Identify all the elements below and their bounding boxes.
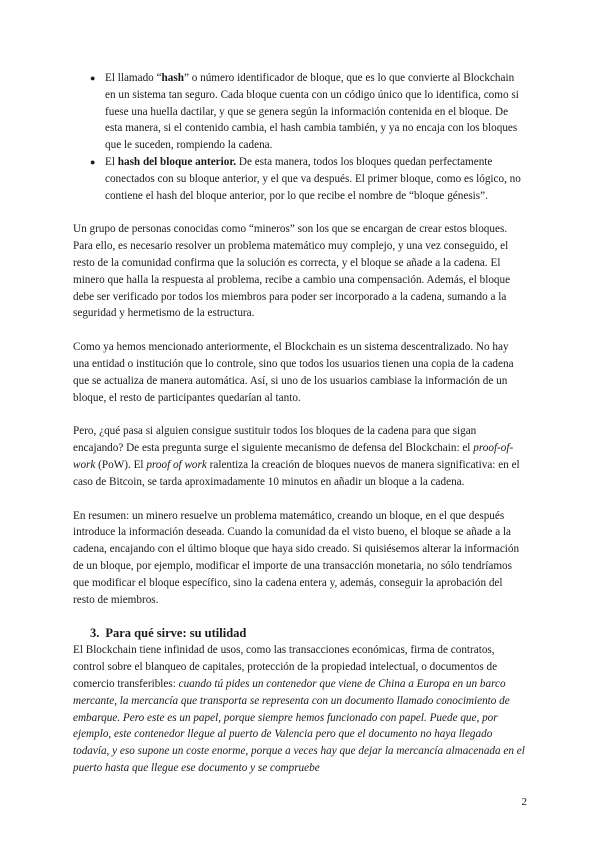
paragraph-proof-of-work	[73, 423, 525, 490]
pow-text-3: ralentiza la creación de bloques nuevos de manera significativa: en el caso de Bitcoin, se tarda aproximadamente 10 minutos en añadir un bloque a la cadena.	[73, 458, 520, 488]
page-content	[73, 70, 525, 777]
uses-text: El Blockchain tiene infinidad de usos, como las transacciones económicas, firma de contratos, control sobre el blanqueo de capitales, protección de la propiedad intelectual, o documentos de comercio transferibles:	[73, 644, 498, 690]
bullet-text-pre: El	[105, 155, 118, 168]
pow-text-1: Pero, ¿qué pasa si alguien consigue sustituir todos los bloques de la cadena para que sigan encajando? De esta pregunta surge el siguiente mecanismo de defensa del Blockchain: el	[73, 425, 477, 455]
bullet-item-previous-hash	[73, 154, 525, 204]
bullet-dot-icon: ●	[90, 156, 96, 167]
paragraph-decentralized: Como ya hemos mencionado anteriormente, el Blockchain es un sistema descentralizado. No hay una entidad o institución que lo controle, sino que todos los usuarios tienen una copia de la cadena que se actualiza de manera automática. Así, si uno de los usuarios cambiase la información de un bloque, el resto de participantes quedarían al tanto.	[73, 341, 514, 404]
pow-text-2: (PoW). El	[95, 458, 147, 471]
section-number: 3.	[90, 626, 100, 641]
pow-italic-1: proof-of-work	[73, 442, 514, 471]
page-number: 2	[521, 796, 527, 808]
paragraph-uses	[73, 642, 525, 776]
bullet-text-post: ” o número identificador de bloque, que es lo que convierte al Blockchain en un sistema tan seguro. Cada bloque cuenta con un código único que lo identifica, como si fuese una huella dactilar, y que se genera según la información contenida en el bloque. De esta manera, si el contenido cambia, el hash cambia también, y ya no encaja con los bloques que le suceden, rompiendo la cadena.	[105, 72, 519, 152]
section-title: Para qué sirve: su utilidad	[105, 626, 247, 641]
bullet-bold-term: hash	[161, 72, 184, 84]
bullet-dot-icon: ●	[90, 73, 96, 83]
bullet-item-hash	[73, 70, 525, 154]
bullet-bold-term: hash del bloque anterior.	[117, 155, 237, 168]
bullet-text-post: De esta manera, todos los bloques quedan perfectamente conectados con su bloque anterior, y el que va después. El primer bloque, como es lógico, no contiene el hash del bloque anterior, por lo que recibe el nombre de “bloque génesis”.	[105, 155, 521, 202]
paragraph-miners: Un grupo de personas conocidas como “mineros” son los que se encargan de crear estos bloques. Para ello, es necesario resolver un problema matemático muy complejo, y una vez conseguido, el resto de la comunidad confirma que la solución es correcta, y el bloque se añade a la cadena. El minero que halla la respuesta al problema, recibe a cambio una compensación. Además, el bloque debe ser verificado por todos los miembros para poder ser incorporado a la cadena, sumando a la seguridad y hermetismo de la estructura.	[73, 223, 511, 320]
uses-italic-quote: cuando tú pides un contenedor que viene de China a Europa en un barco mercante, la mercancía que transporta se representa con un documento llamado conocimiento de embarque. Pero este es un papel, porque siempre hemos funcionado con papel. Puede que, por ejemplo, este contenedor llegue al puerto de Valencia pero que el documento no haya llegado todavía, y eso supone un coste enorme, porque a veces hay que dejar la mercancía almacenada en el puerto hasta que llegue ese documento y se compruebe	[73, 677, 525, 774]
bullet-text-pre: El llamado “	[105, 72, 162, 84]
section-heading	[73, 625, 525, 642]
paragraph-summary: En resumen: un minero resuelve un problema matemático, creando un bloque, en el que después introduce la información deseada. Cuando la comunidad da el visto bueno, el bloque se añade a la cadena, encajando con el último bloque que haya sido creado. Si quisiésemos alterar la información de un bloque, por ejemplo, modificar el importe de una transacción monetaria, no sólo tendríamos que modificar el bloque específico, sino la cadena entera y, además, conseguir la aprobación del resto de miembros.	[73, 509, 520, 606]
pow-italic-2: proof of work	[146, 458, 207, 471]
bullet-list	[73, 70, 525, 204]
